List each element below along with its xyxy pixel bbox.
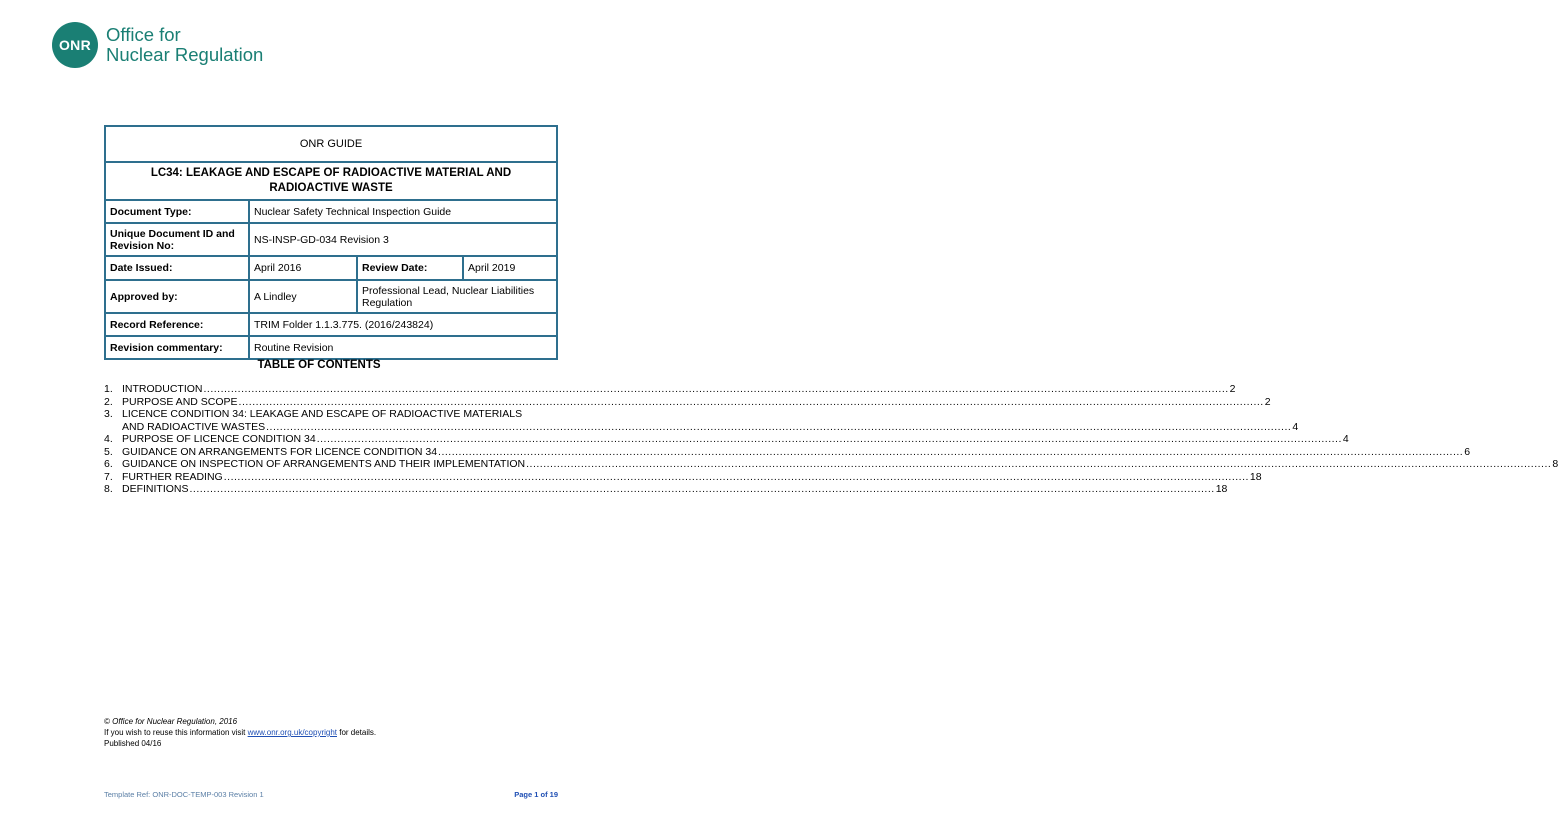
toc-item-number: 3.	[104, 408, 113, 420]
toc-item[interactable]	[104, 458, 1558, 471]
toc-item-number: 2.	[104, 395, 113, 408]
page-number: Page 1 of 19	[514, 790, 558, 799]
toc-item-title: LICENCE CONDITION 34: LEAKAGE AND ESCAPE OF RADIOACTIVE MATERIALS	[122, 408, 523, 420]
review-date-label: Review Date:	[357, 256, 463, 280]
reuse-text	[104, 727, 376, 738]
copyright-link[interactable]: www.onr.org.uk/copyright	[247, 728, 337, 737]
published-text: Published 04/16	[104, 739, 162, 748]
toc-item-page: 2	[1264, 395, 1271, 408]
toc-item[interactable]	[104, 483, 1228, 496]
toc-item-page: 8	[1552, 458, 1558, 470]
toc-item[interactable]	[104, 433, 1349, 446]
approved-by-label: Approved by:	[105, 280, 249, 313]
date-issued-label: Date Issued:	[105, 256, 249, 280]
toc-item-title: PURPOSE OF LICENCE CONDITION 34	[122, 433, 316, 445]
copyright-text: © Office for Nuclear Regulation, 2016	[104, 717, 238, 726]
toc-item-page: 4	[1342, 433, 1349, 445]
toc-leader: ............................................................................................................................................................................................................................................................................................................	[189, 483, 1215, 495]
review-date-value: April 2019	[463, 256, 557, 280]
guide-subtitle: LC34: LEAKAGE AND ESCAPE OF RADIOACTIVE MATERIAL AND RADIOACTIVE WASTE	[105, 162, 557, 200]
document-type-label: Document Type:	[105, 200, 249, 223]
date-issued-value: April 2016	[249, 256, 357, 280]
reuse-prefix: If you wish to reuse this information visit	[104, 728, 248, 737]
toc-item[interactable]	[104, 445, 1471, 459]
toc-item-number: 4.	[104, 433, 113, 445]
toc-leader: ............................................................................................................................................................................................................................................................................................................	[526, 458, 1552, 470]
toc-leader: ............................................................................................................................................................................................................................................................................................................	[238, 395, 1264, 408]
doc-id-value: NS-INSP-GD-034 Revision 3	[249, 223, 557, 256]
toc-item-number: 7.	[104, 470, 113, 483]
reuse-suffix: for details.	[337, 728, 377, 737]
toc-item[interactable]	[104, 408, 1299, 433]
toc-item-title: PURPOSE AND SCOPE	[122, 395, 238, 408]
approved-by-value: A Lindley	[249, 280, 357, 313]
toc-item-number: 8.	[104, 483, 113, 495]
toc-item-title: FURTHER READING	[122, 470, 223, 483]
guide-title: ONR GUIDE	[105, 126, 557, 162]
revision-commentary-value: Routine Revision	[249, 336, 557, 359]
toc-item-title: GUIDANCE ON ARRANGEMENTS FOR LICENCE CONDITION 34	[122, 445, 438, 458]
toc-leader: ............................................................................................................................................................................................................................................................................................................	[316, 433, 1342, 445]
guide-info-table	[104, 125, 558, 360]
toc-item-title: DEFINITIONS	[122, 483, 189, 495]
document-type-value: Nuclear Safety Technical Inspection Guide	[249, 200, 557, 223]
toc-item-number: 1.	[104, 383, 113, 395]
toc-item-title: GUIDANCE ON INSPECTION OF ARRANGEMENTS AND THEIR IMPLEMENTATION	[122, 458, 526, 470]
toc-item-page: 18	[1249, 470, 1262, 483]
table-of-contents	[104, 383, 1558, 496]
template-ref: Template Ref: ONR-DOC-TEMP-003 Revision 1	[104, 790, 264, 799]
toc-item-number: 6.	[104, 458, 113, 470]
toc-item[interactable]	[104, 395, 1271, 409]
logo-mark: ONR	[52, 22, 98, 68]
logo-line-1: Office for	[106, 24, 181, 45]
toc-item-page: 4	[1292, 420, 1299, 433]
logo-text	[106, 25, 263, 65]
record-ref-value: TRIM Folder 1.1.3.775. (2016/243824)	[249, 313, 557, 336]
copyright-notice	[104, 716, 376, 749]
toc-leader: ............................................................................................................................................................................................................................................................................................................	[203, 383, 1229, 395]
record-ref-label: Record Reference:	[105, 313, 249, 336]
revision-commentary-label: Revision commentary:	[105, 336, 249, 359]
onr-logo	[52, 22, 263, 68]
toc-leader: ............................................................................................................................................................................................................................................................................................................	[266, 420, 1292, 433]
logo-line-2: Nuclear Regulation	[106, 44, 264, 65]
approver-role: Professional Lead, Nuclear Liabilities Regulation	[357, 280, 557, 313]
toc-leader: ............................................................................................................................................................................................................................................................................................................	[438, 445, 1464, 458]
toc-item[interactable]	[104, 383, 1236, 396]
toc-item[interactable]	[104, 470, 1262, 484]
toc-item-number: 5.	[104, 445, 113, 458]
toc-item-page: 18	[1215, 483, 1228, 495]
doc-id-label: Unique Document ID and Revision No:	[105, 223, 249, 256]
toc-item-page: 6	[1464, 445, 1471, 458]
toc-title: TABLE OF CONTENTS	[257, 359, 381, 371]
toc-item-title: INTRODUCTION	[122, 383, 203, 395]
toc-item-title-cont: AND RADIOACTIVE WASTES	[122, 420, 266, 433]
toc-leader: ............................................................................................................................................................................................................................................................................................................	[223, 470, 1249, 483]
toc-item-page: 2	[1229, 383, 1236, 395]
